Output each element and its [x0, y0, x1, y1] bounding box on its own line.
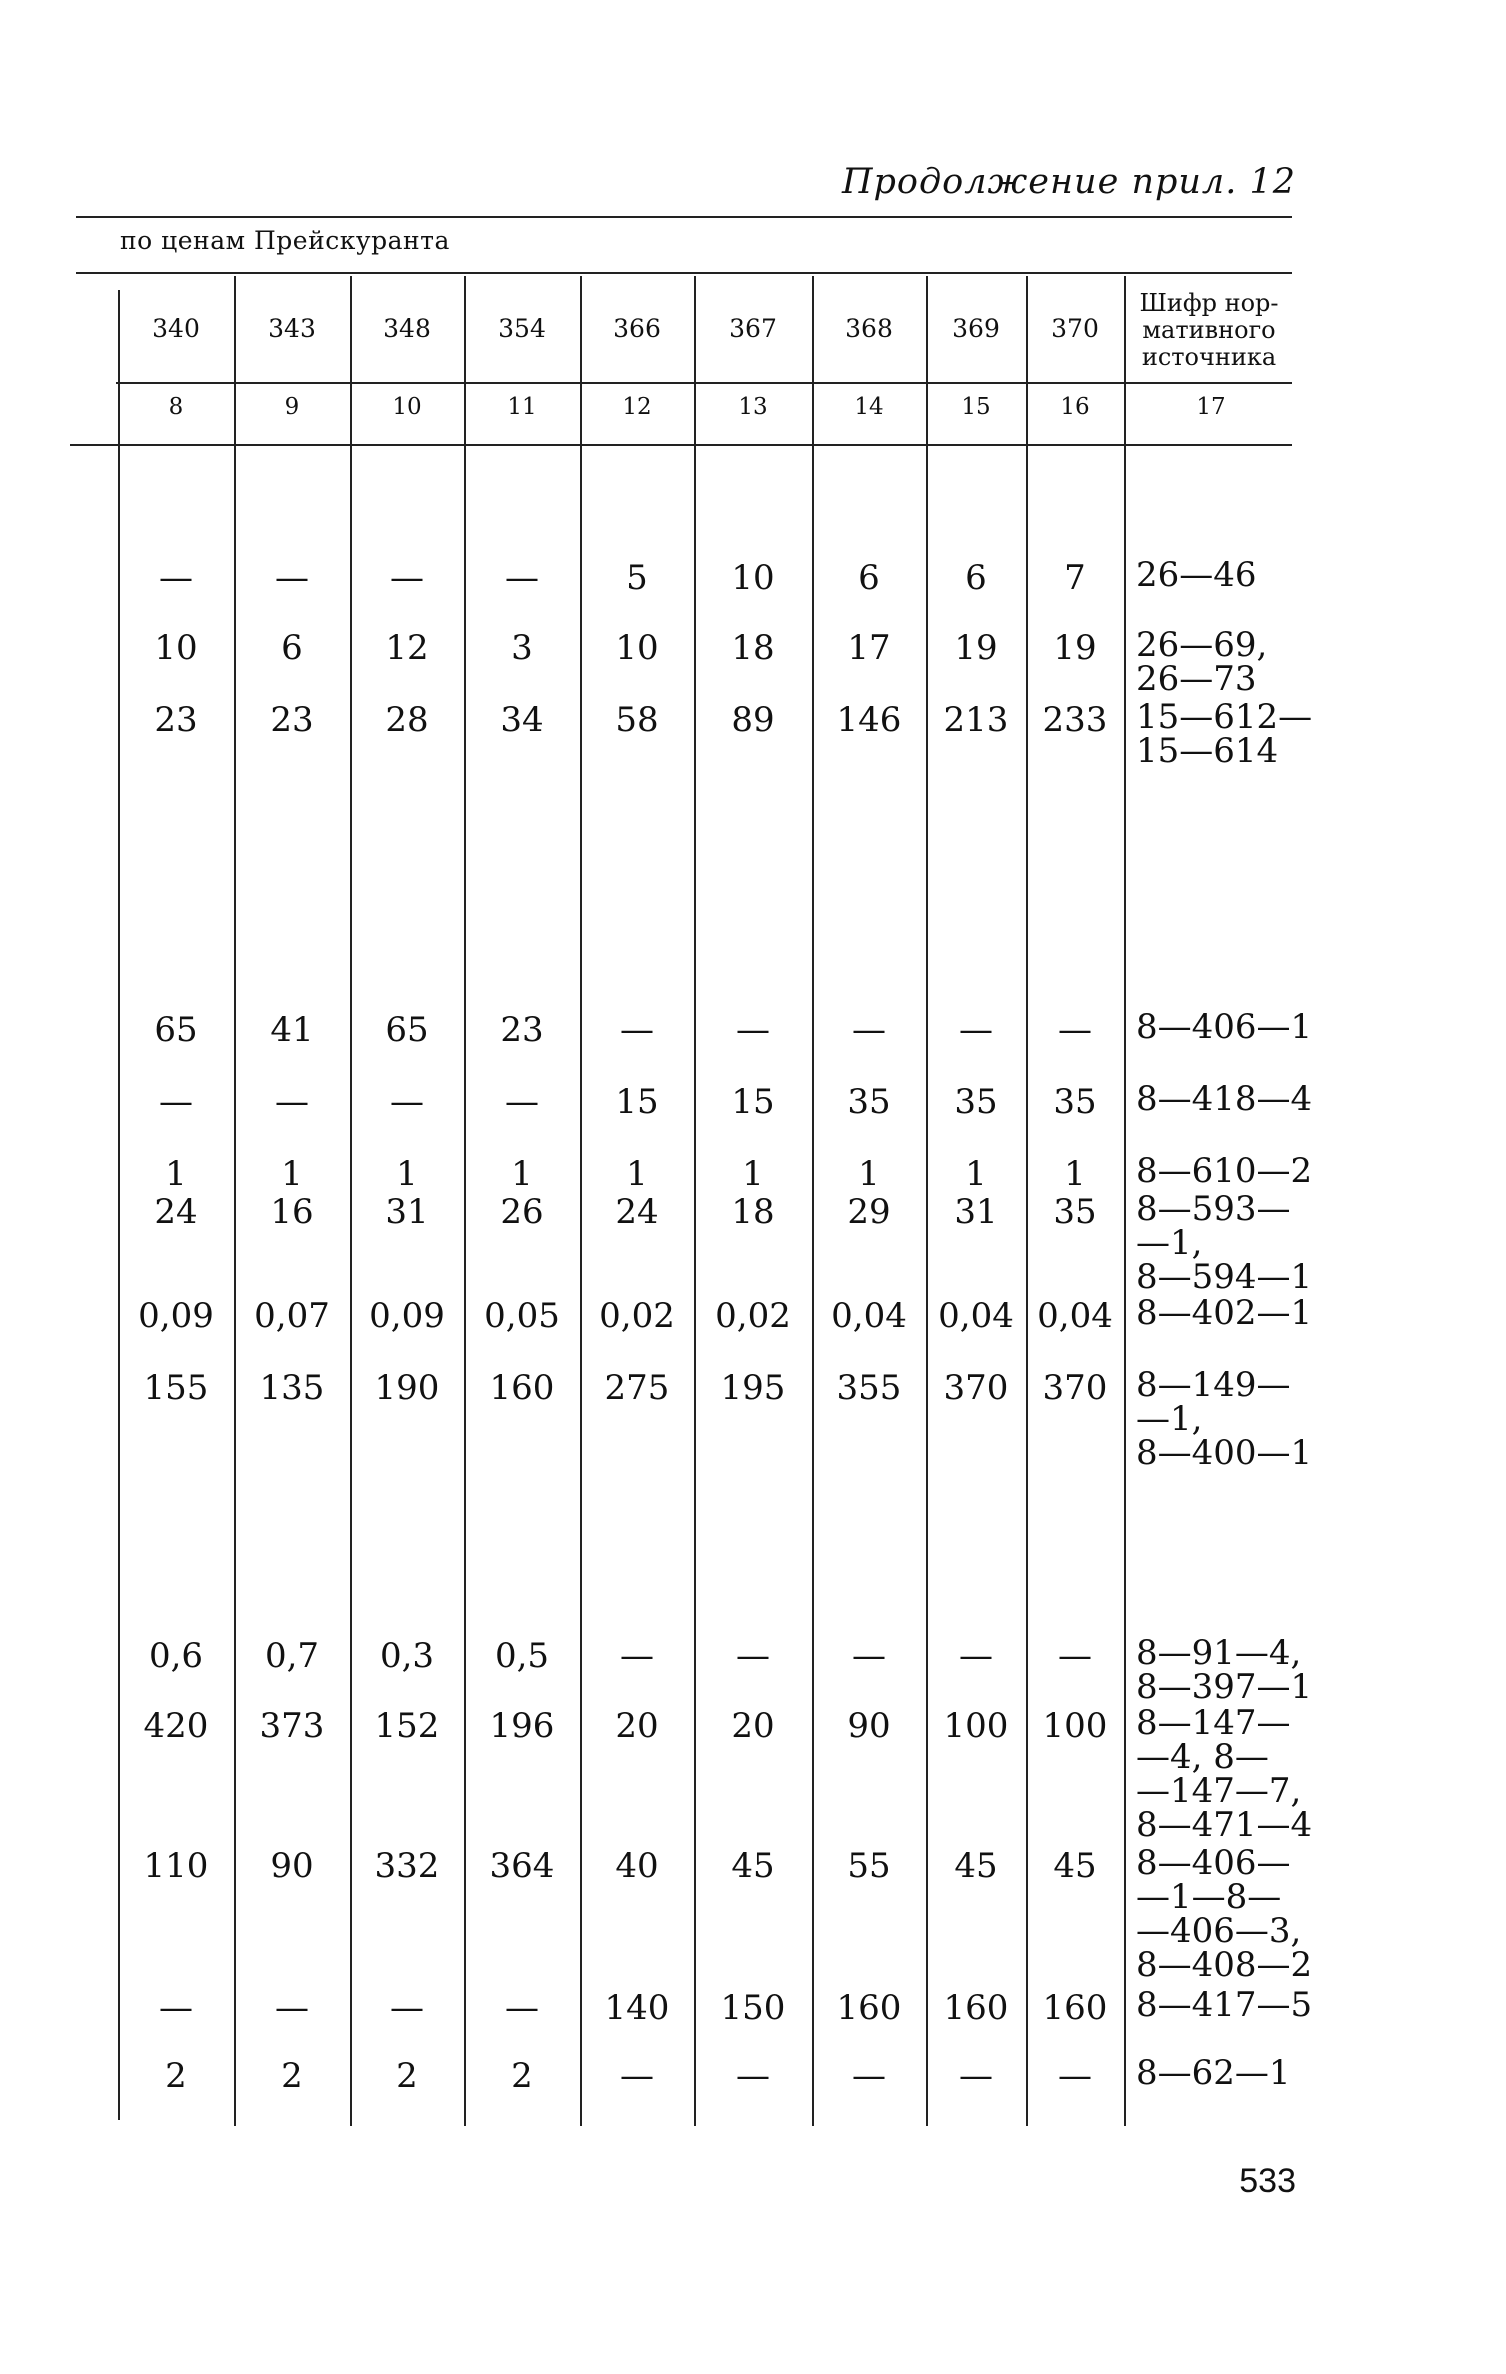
table-cell: 1	[965, 1154, 987, 1194]
table-cell: 332	[374, 1846, 440, 1886]
table-cell: 160	[836, 1988, 902, 2028]
column-header: 369	[952, 314, 1000, 343]
column-number: 13	[738, 394, 768, 420]
column-header: 368	[845, 314, 893, 343]
table-cell: 65	[385, 1010, 429, 1050]
source-code-cell: 8—91—4, 8—397—1	[1136, 1633, 1313, 1707]
table-cell: 0,04	[938, 1296, 1014, 1336]
table-subtitle: по ценам Прейскуранта	[120, 226, 450, 255]
table-cell: 1	[742, 1154, 764, 1194]
table-cell: 364	[489, 1846, 555, 1886]
column-divider	[350, 276, 352, 2126]
table-cell: —	[620, 1636, 654, 1676]
table-cell: 1	[1064, 1154, 1086, 1194]
table-cell: 100	[1042, 1706, 1108, 1746]
table-cell: 31	[954, 1192, 998, 1232]
column-divider	[464, 276, 466, 2126]
table-cell: 10	[154, 628, 198, 668]
table-cell: —	[159, 1988, 193, 2028]
column-divider	[234, 276, 236, 2126]
column-header: 354	[498, 314, 546, 343]
code-column-number: 17	[1196, 394, 1226, 420]
table-cell: 23	[154, 700, 198, 740]
table-cell: 0,3	[379, 1636, 435, 1676]
table-cell: 45	[1053, 1846, 1097, 1886]
header-number-rule	[116, 382, 1292, 384]
table-cell: —	[1058, 1636, 1092, 1676]
table-cell: 140	[604, 1988, 670, 2028]
column-divider	[812, 276, 814, 2126]
column-number: 14	[854, 394, 884, 420]
table-cell: 155	[143, 1368, 209, 1408]
table-cell: 1	[858, 1154, 880, 1194]
table-cell: 1	[626, 1154, 648, 1194]
column-number: 15	[961, 394, 991, 420]
source-code-cell: 8—402—1	[1136, 1293, 1313, 1333]
column-number: 10	[392, 394, 422, 420]
table-cell: 18	[731, 1192, 775, 1232]
table-cell: 0,04	[1037, 1296, 1113, 1336]
table-cell: 275	[604, 1368, 670, 1408]
table-cell: 24	[615, 1192, 659, 1232]
table-cell: —	[852, 2056, 886, 2096]
table-cell: 90	[270, 1846, 314, 1886]
table-cell: 0,02	[715, 1296, 791, 1336]
column-divider	[118, 290, 120, 2120]
table-cell: 150	[720, 1988, 786, 2028]
source-code-cell: 8—147— —4, 8— —147—7, 8—471—4	[1136, 1703, 1313, 1845]
table-cell: 233	[1042, 700, 1108, 740]
table-cell: 160	[1042, 1988, 1108, 2028]
table-cell: 2	[396, 2056, 418, 2096]
table-cell: 65	[154, 1010, 198, 1050]
table-cell: 35	[1053, 1082, 1097, 1122]
column-number: 16	[1060, 394, 1090, 420]
table-cell: 160	[943, 1988, 1009, 2028]
source-code-cell: 26—46	[1136, 555, 1257, 595]
table-cell: 55	[847, 1846, 891, 1886]
table-cell: 146	[836, 700, 902, 740]
table-cell: 420	[143, 1706, 209, 1746]
page-heading: Продолжение прил. 12	[841, 162, 1296, 202]
column-header: 366	[613, 314, 661, 343]
table-cell: 0,7	[264, 1636, 320, 1676]
column-number: 12	[622, 394, 652, 420]
table-cell: 355	[836, 1368, 902, 1408]
table-cell: 10	[615, 628, 659, 668]
table-cell: —	[505, 1988, 539, 2028]
table-cell: 24	[154, 1192, 198, 1232]
table-cell: 190	[374, 1368, 440, 1408]
table-cell: 23	[500, 1010, 544, 1050]
column-number: 9	[284, 394, 300, 420]
table-cell: 31	[385, 1192, 429, 1232]
table-cell: 2	[165, 2056, 187, 2096]
table-cell: 6	[281, 628, 303, 668]
table-cell: 18	[731, 628, 775, 668]
table-cell: 35	[847, 1082, 891, 1122]
table-cell: 89	[731, 700, 775, 740]
table-cell: —	[159, 1082, 193, 1122]
table-cell: —	[505, 558, 539, 598]
page-number: 533	[1239, 2162, 1296, 2200]
table-cell: 3	[511, 628, 533, 668]
table-cell: 0,5	[494, 1636, 550, 1676]
table-cell: 20	[731, 1706, 775, 1746]
table-cell: 1	[511, 1154, 533, 1194]
source-code-cell: 8—406— —1—8— —406—3, 8—408—2	[1136, 1843, 1313, 1985]
table-cell: 0,02	[599, 1296, 675, 1336]
table-cell: 19	[1053, 628, 1097, 668]
table-cell: 370	[943, 1368, 1009, 1408]
source-code-cell: 8—406—1	[1136, 1007, 1313, 1047]
table-cell: 29	[847, 1192, 891, 1232]
table-cell: —	[959, 1636, 993, 1676]
table-cell: 15	[615, 1082, 659, 1122]
table-cell: 0,04	[831, 1296, 907, 1336]
table-cell: —	[1058, 1010, 1092, 1050]
table-cell: 58	[615, 700, 659, 740]
table-cell: 0,07	[254, 1296, 330, 1336]
table-cell: 5	[626, 558, 648, 598]
table-cell: 6	[965, 558, 987, 598]
column-number: 11	[507, 394, 537, 420]
table-cell: 17	[847, 628, 891, 668]
table-cell: 1	[396, 1154, 418, 1194]
table-cell: 34	[500, 700, 544, 740]
table-cell: 26	[500, 1192, 544, 1232]
table-cell: 10	[731, 558, 775, 598]
table-cell: —	[275, 1988, 309, 2028]
table-cell: —	[390, 1988, 424, 2028]
table-cell: 0,6	[148, 1636, 204, 1676]
table-cell: 7	[1064, 558, 1086, 598]
table-cell: 100	[943, 1706, 1009, 1746]
table-cell: —	[390, 558, 424, 598]
table-cell: —	[620, 2056, 654, 2096]
column-divider	[694, 276, 696, 2126]
source-code-cell: 15—612— 15—614	[1136, 697, 1313, 771]
source-code-cell: 26—69, 26—73	[1136, 625, 1268, 699]
table-cell: 16	[270, 1192, 314, 1232]
table-cell: —	[1058, 2056, 1092, 2096]
header-bottom-rule	[70, 444, 1292, 446]
table-cell: 1	[165, 1154, 187, 1194]
table-cell: 90	[847, 1706, 891, 1746]
table-cell: —	[959, 2056, 993, 2096]
column-header: 348	[383, 314, 431, 343]
table-cell: 23	[270, 700, 314, 740]
table-cell: 35	[1053, 1192, 1097, 1232]
table-cell: 152	[374, 1706, 440, 1746]
header-top-rule	[76, 272, 1292, 274]
table-cell: 2	[511, 2056, 533, 2096]
table-cell: 373	[259, 1706, 325, 1746]
source-code-cell: 8—593— —1, 8—594—1	[1136, 1189, 1313, 1297]
table-cell: 6	[858, 558, 880, 598]
column-header: 367	[729, 314, 777, 343]
table-cell: 41	[270, 1010, 314, 1050]
table-cell: 45	[954, 1846, 998, 1886]
column-header: 340	[152, 314, 200, 343]
column-number: 8	[168, 394, 184, 420]
column-divider	[580, 276, 582, 2126]
table-cell: 28	[385, 700, 429, 740]
table-cell: —	[275, 1082, 309, 1122]
table-cell: —	[852, 1636, 886, 1676]
source-code-cell: 8—610—2	[1136, 1151, 1313, 1191]
column-header: 343	[268, 314, 316, 343]
table-cell: —	[159, 558, 193, 598]
source-code-cell: 8—62—1	[1136, 2053, 1291, 2093]
table-cell: 40	[615, 1846, 659, 1886]
table-cell: 135	[259, 1368, 325, 1408]
table-cell: 160	[489, 1368, 555, 1408]
table-cell: 20	[615, 1706, 659, 1746]
source-code-cell: 8—149— —1, 8—400—1	[1136, 1365, 1313, 1473]
table-cell: 1	[281, 1154, 303, 1194]
table-cell: 0,09	[369, 1296, 445, 1336]
table-cell: 19	[954, 628, 998, 668]
code-column-header: Шифр нор- мативного источника	[1139, 289, 1279, 371]
table-cell: 195	[720, 1368, 786, 1408]
source-code-cell: 8—417—5	[1136, 1985, 1313, 2025]
table-cell: 110	[143, 1846, 209, 1886]
table-cell: —	[390, 1082, 424, 1122]
table-cell: 0,09	[138, 1296, 214, 1336]
table-cell: —	[959, 1010, 993, 1050]
column-header: 370	[1051, 314, 1099, 343]
table-cell: 35	[954, 1082, 998, 1122]
table-cell: —	[620, 1010, 654, 1050]
table-cell: 370	[1042, 1368, 1108, 1408]
table-cell: 2	[281, 2056, 303, 2096]
table-cell: 45	[731, 1846, 775, 1886]
source-code-cell: 8—418—4	[1136, 1079, 1313, 1119]
table-cell: —	[852, 1010, 886, 1050]
table-cell: 15	[731, 1082, 775, 1122]
table-cell: —	[736, 1636, 770, 1676]
table-cell: —	[505, 1082, 539, 1122]
table-cell: 196	[489, 1706, 555, 1746]
table-cell: —	[275, 558, 309, 598]
top-rule	[76, 216, 1292, 218]
table-cell: 12	[385, 628, 429, 668]
table-cell: —	[736, 1010, 770, 1050]
table-cell: 0,05	[484, 1296, 560, 1336]
table-cell: —	[736, 2056, 770, 2096]
table-cell: 213	[943, 700, 1009, 740]
